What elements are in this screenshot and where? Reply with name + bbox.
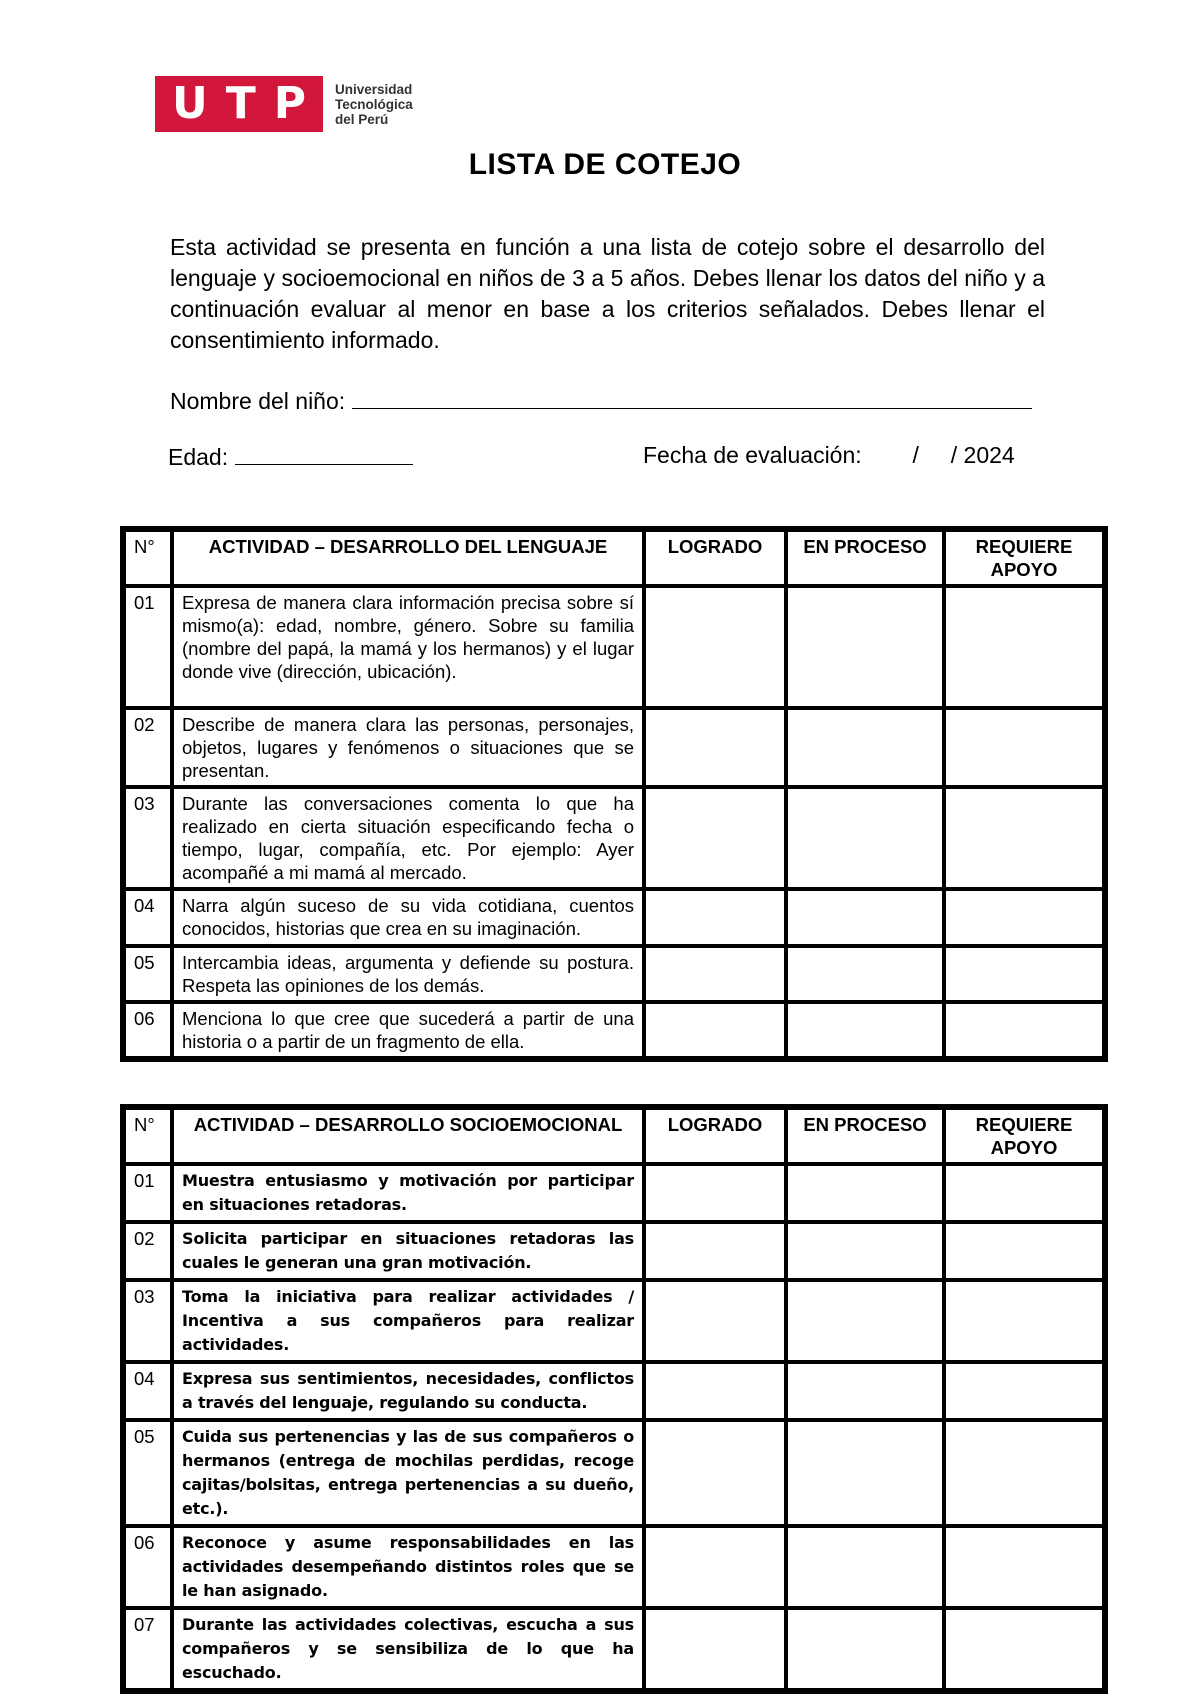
en-proceso-cell[interactable] <box>786 586 944 708</box>
logrado-cell[interactable] <box>644 1280 786 1362</box>
logrado-cell[interactable] <box>644 1608 786 1690</box>
requiere-apoyo-cell[interactable] <box>944 787 1104 889</box>
logrado-cell[interactable] <box>644 1222 786 1280</box>
en-proceso-cell[interactable] <box>786 1526 944 1608</box>
edad-field <box>168 442 413 471</box>
logrado-cell[interactable] <box>644 586 786 708</box>
activity-description: Narra algún suceso de su vida cotidiana, cuentos conocidos, historias que crea en su imaginación. <box>172 889 644 946</box>
table-row <box>124 1164 1104 1222</box>
edad-input-line[interactable] <box>235 442 413 465</box>
en-proceso-cell[interactable] <box>786 889 944 946</box>
en-proceso-cell[interactable] <box>786 1420 944 1526</box>
requiere-apoyo-cell[interactable] <box>944 1002 1104 1058</box>
intro-paragraph: Esta actividad se presenta en función a una lista de cotejo sobre el desarrollo del lenguaje y socioemocional en niños de 3 a 5 años. Debes llenar los datos del niño y a continuación evaluar al menor en base a los criterios señalados. Debes llenar el consentimiento informado. <box>170 234 1045 353</box>
requiere-apoyo-cell[interactable] <box>944 889 1104 946</box>
table-row <box>124 1362 1104 1420</box>
en-proceso-cell[interactable] <box>786 1608 944 1690</box>
requiere-apoyo-cell[interactable] <box>944 1526 1104 1608</box>
activity-description: Cuida sus pertenencias y las de sus compañeros o hermanos (entrega de mochilas perdidas, recoge cajitas/bolsitas, entrega pertenencias a su dueño, etc.). <box>172 1420 644 1526</box>
table-row <box>124 1002 1104 1058</box>
table-row <box>124 708 1104 787</box>
row-number: 04 <box>124 1362 172 1420</box>
row-number: 02 <box>124 708 172 787</box>
requiere-apoyo-cell[interactable] <box>944 946 1104 1002</box>
activity-description: Toma la iniciativa para realizar actividades / Incentiva a sus compañeros para realizar actividades. <box>172 1280 644 1362</box>
activity-description: Durante las actividades colectivas, escucha a sus compañeros y se sensibiliza de lo que ha escuchado. <box>172 1608 644 1690</box>
requiere-apoyo-cell[interactable] <box>944 708 1104 787</box>
activity-description: Solicita participar en situaciones retadoras las cuales le generan una gran motivación. <box>172 1222 644 1280</box>
nombre-field <box>170 386 1032 415</box>
table-row <box>124 1420 1104 1526</box>
logrado-cell[interactable] <box>644 1526 786 1608</box>
header-en-proceso: EN PROCESO <box>786 530 944 586</box>
table-header-row <box>124 1108 1104 1164</box>
logrado-cell[interactable] <box>644 1420 786 1526</box>
logo-line: del Perú <box>335 111 389 127</box>
logrado-cell[interactable] <box>644 946 786 1002</box>
en-proceso-cell[interactable] <box>786 1002 944 1058</box>
en-proceso-cell[interactable] <box>786 1164 944 1222</box>
table-row <box>124 1526 1104 1608</box>
logo-letter: P <box>273 78 306 129</box>
row-number: 04 <box>124 889 172 946</box>
activity-description: Menciona lo que cree que sucederá a partir de una historia o a partir de un fragmento de ella. <box>172 1002 644 1058</box>
table-row <box>124 787 1104 889</box>
fecha-label: Fecha de evaluación: <box>643 442 862 468</box>
nombre-label: Nombre del niño: <box>170 388 346 414</box>
logrado-cell[interactable] <box>644 708 786 787</box>
requiere-apoyo-cell[interactable] <box>944 1420 1104 1526</box>
logo-letter: T <box>225 78 256 129</box>
logrado-cell[interactable] <box>644 787 786 889</box>
logrado-cell[interactable] <box>644 1362 786 1420</box>
row-number: 01 <box>124 586 172 708</box>
en-proceso-cell[interactable] <box>786 1222 944 1280</box>
header-logrado: LOGRADO <box>644 1108 786 1164</box>
requiere-apoyo-cell[interactable] <box>944 1164 1104 1222</box>
header-logrado: LOGRADO <box>644 530 786 586</box>
fecha-field <box>643 442 1015 469</box>
row-number: 05 <box>124 1420 172 1526</box>
logrado-cell[interactable] <box>644 889 786 946</box>
row-number: 06 <box>124 1526 172 1608</box>
logo-line: Universidad <box>335 81 413 97</box>
logrado-cell[interactable] <box>644 1002 786 1058</box>
requiere-apoyo-cell[interactable] <box>944 1222 1104 1280</box>
en-proceso-cell[interactable] <box>786 1362 944 1420</box>
row-number: 07 <box>124 1608 172 1690</box>
header-requiere-apoyo: REQUIERE APOYO <box>944 530 1104 586</box>
edad-label: Edad: <box>168 444 229 470</box>
logrado-cell[interactable] <box>644 1164 786 1222</box>
activity-description: Expresa de manera clara información precisa sobre sí mismo(a): edad, nombre, género. Sobre su familia (nombre del papá, la mamá y los hermanos) y el lugar donde vive (dirección, ubicación). <box>172 586 644 708</box>
table-row <box>124 1280 1104 1362</box>
table-row <box>124 946 1104 1002</box>
en-proceso-cell[interactable] <box>786 708 944 787</box>
socioemocional-table <box>120 1104 1108 1694</box>
row-number: 02 <box>124 1222 172 1280</box>
activity-description: Describe de manera clara las personas, personajes, objetos, lugares y fenómenos o situaciones que se presentan. <box>172 708 644 787</box>
row-number: 03 <box>124 1280 172 1362</box>
activity-description: Reconoce y asume responsabilidades en las actividades desempeñando distintos roles que se le han asignado. <box>172 1526 644 1608</box>
activity-description: Intercambia ideas, argumenta y defiende su postura. Respeta las opiniones de los demás. <box>172 946 644 1002</box>
header-requiere-apoyo: REQUIERE APOYO <box>944 1108 1104 1164</box>
activity-description: Muestra entusiasmo y motivación por participar en situaciones retadoras. <box>172 1164 644 1222</box>
logo-line: Tecnológica <box>335 96 413 112</box>
row-number: 06 <box>124 1002 172 1058</box>
fecha-value[interactable]: / / 2024 <box>912 442 1015 468</box>
nombre-input-line[interactable] <box>352 386 1032 409</box>
requiere-apoyo-cell[interactable] <box>944 1608 1104 1690</box>
header-activity: ACTIVIDAD – DESARROLLO SOCIOEMOCIONAL <box>172 1108 644 1164</box>
row-number: 05 <box>124 946 172 1002</box>
requiere-apoyo-cell[interactable] <box>944 1280 1104 1362</box>
table-row <box>124 1608 1104 1690</box>
utp-logo <box>155 76 413 132</box>
activity-description: Durante las conversaciones comenta lo que ha realizado en cierta situación especificando fecha o tiempo, lugar, compañía, etc. Por ejemplo: Ayer acompañé a mi mamá al mercado. <box>172 787 644 889</box>
table-row <box>124 586 1104 708</box>
header-en-proceso: EN PROCESO <box>786 1108 944 1164</box>
page-title: LISTA DE COTEJO <box>468 148 742 181</box>
activity-description: Expresa sus sentimientos, necesidades, conflictos a través del lenguaje, regulando su conducta. <box>172 1362 644 1420</box>
en-proceso-cell[interactable] <box>786 1280 944 1362</box>
row-number: 01 <box>124 1164 172 1222</box>
lenguaje-table <box>120 526 1108 1062</box>
row-number: 03 <box>124 787 172 889</box>
header-number: N° <box>124 1108 172 1164</box>
table-header-row <box>124 530 1104 586</box>
en-proceso-cell[interactable] <box>786 787 944 889</box>
header-number: N° <box>124 530 172 586</box>
logo-wordmark <box>335 82 413 127</box>
table-row <box>124 889 1104 946</box>
utp-logo-mark <box>155 76 323 132</box>
en-proceso-cell[interactable] <box>786 946 944 1002</box>
requiere-apoyo-cell[interactable] <box>944 586 1104 708</box>
table-row <box>124 1222 1104 1280</box>
logo-letter: U <box>172 78 208 129</box>
header-activity: ACTIVIDAD – DESARROLLO DEL LENGUAJE <box>172 530 644 586</box>
requiere-apoyo-cell[interactable] <box>944 1362 1104 1420</box>
